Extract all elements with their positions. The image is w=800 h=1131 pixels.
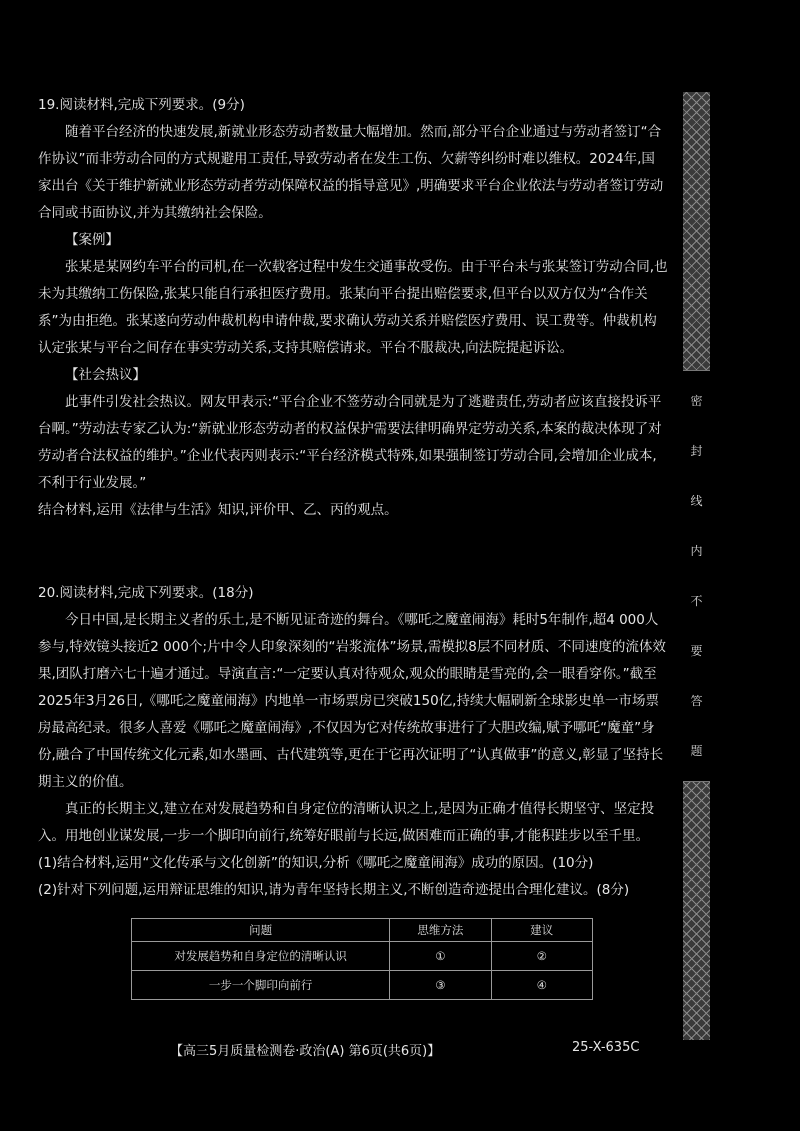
table-row <box>132 971 593 1000</box>
question-19-task: 结合材料,运用《法律与生活》知识,评价甲、乙、丙的观点。 <box>38 502 398 518</box>
answer-table <box>131 918 593 1000</box>
table-header-row <box>132 919 593 942</box>
page-footer: 【高三5月质量检测卷·政治(A) 第6页(共6页)】 <box>170 1044 441 1059</box>
question-20-task-1: (1)结合材料,运用“文化传承与文化创新”的知识,分析《哪吒之魔童闹海》成功的原因。(10分) <box>38 855 594 871</box>
question-20-task-2: (2)针对下列问题,运用辩证思维的知识,请为青年坚持长期主义,不断创造奇迹提出合理化建议。(8分) <box>38 882 630 898</box>
table-row <box>132 942 593 971</box>
table-cell: ② <box>491 942 592 971</box>
case-heading: 【案例】 <box>65 232 119 248</box>
question-20-title: 20.阅读材料,完成下列要求。(18分) <box>38 585 254 601</box>
case-text: 张某是某网约车平台的司机,在一次载客过程中发生交通事故受伤。由于平台未与张某签订劳动合同,也未为其缴纳工伤保险,张某只能自行承担医疗费用。张某向平台提出赔偿要求,但平台以双方仅为“合作关系”为由拒绝。张某遂向劳动仲裁机构申请仲裁,要求确认劳动关系并赔偿医疗费用、误工费等。仲裁机构认定张某与平台之间存在事实劳动关系,支持其赔偿请求。平台不服裁决,向法院提起诉讼。 <box>38 259 668 356</box>
seal-char: 密 <box>690 394 703 408</box>
seal-char: 答 <box>690 694 703 708</box>
seal-char: 内 <box>690 544 703 558</box>
seal-char: 要 <box>690 644 703 658</box>
exam-code: 25-X-635C <box>572 1040 640 1055</box>
table-cell: 对发展趋势和自身定位的清晰认识 <box>132 942 390 971</box>
table-cell: ① <box>390 942 491 971</box>
table-header-cell: 思维方法 <box>390 919 491 942</box>
table-cell: ④ <box>491 971 592 1000</box>
seal-char: 题 <box>690 744 703 758</box>
table-header-cell: 问题 <box>132 919 390 942</box>
seal-line-box <box>683 370 710 782</box>
hot-discussion-text: 此事件引发社会热议。网友甲表示:“平台企业不签劳动合同就是为了逃避责任,劳动者应该直接投诉平台啊。”劳动法专家乙认为:“新就业形态劳动者的权益保护需要法律明确界定劳动关系,本案的裁决体现了对劳动者合法权益的维护。”企业代表丙则表示:“平台经济模式特殊,如果强制签订劳动合同,会增加企业成本,不利于行业发展。” <box>38 394 662 491</box>
question-20-paragraph-2: 真正的长期主义,建立在对发展趋势和自身定位的清晰认识之上,是因为正确才值得长期坚守、坚定投入。用地创业谋发展,一步一个脚印向前行,统筹好眼前与长远,做困难而正确的事,才能积跬步以至千里。 <box>38 801 655 844</box>
question-19-title: 19.阅读材料,完成下列要求。(9分) <box>38 97 245 113</box>
table-cell: ③ <box>390 971 491 1000</box>
seal-char: 封 <box>690 444 703 458</box>
hot-discussion-heading: 【社会热议】 <box>65 367 146 383</box>
question-19 <box>38 92 668 524</box>
seal-char: 不 <box>690 594 703 608</box>
question-20 <box>38 580 668 904</box>
question-19-intro: 随着平台经济的快速发展,新就业形态劳动者数量大幅增加。然而,部分平台企业通过与劳动者签订“合作协议”而非劳动合同的方式规避用工责任,导致劳动者在发生工伤、欠薪等纠纷时难以维权。2024年,国家出台《关于维护新就业形态劳动者劳动保障权益的指导意见》,明确要求平台企业依法与劳动者签订劳动合同或书面协议,并为其缴纳社会保险。 <box>38 124 664 221</box>
table-header-cell: 建议 <box>491 919 592 942</box>
question-20-paragraph-1: 今日中国,是长期主义者的乐土,是不断见证奇迹的舞台。《哪吒之魔童闹海》耗时5年制作,超4 000人参与,特效镜头接近2 000个;片中令人印象深刻的“岩浆流体”场景,需模拟8层不同材质、不同速度的流体效果,团队打磨六七十遍才通过。导演直言:“一定要认真对待观众,观众的眼睛是雪亮的,会一眼看穿你。”截至2025年3月26日,《哪吒之魔童闹海》内地单一市场票房已突破150亿,持续大幅刷新全球影史单一市场票房最高纪录。很多人喜爱《哪吒之魔童闹海》,不仅因为它对传统故事进行了大胆改编,赋予哪吒“魔童”身份,融合了中国传统文化元素,如水墨画、古代建筑等,更在于它再次证明了“认真做事”的意义,彰显了坚持长期主义的价值。 <box>38 612 666 790</box>
table-cell: 一步一个脚印向前行 <box>132 971 390 1000</box>
seal-char: 线 <box>690 494 703 508</box>
